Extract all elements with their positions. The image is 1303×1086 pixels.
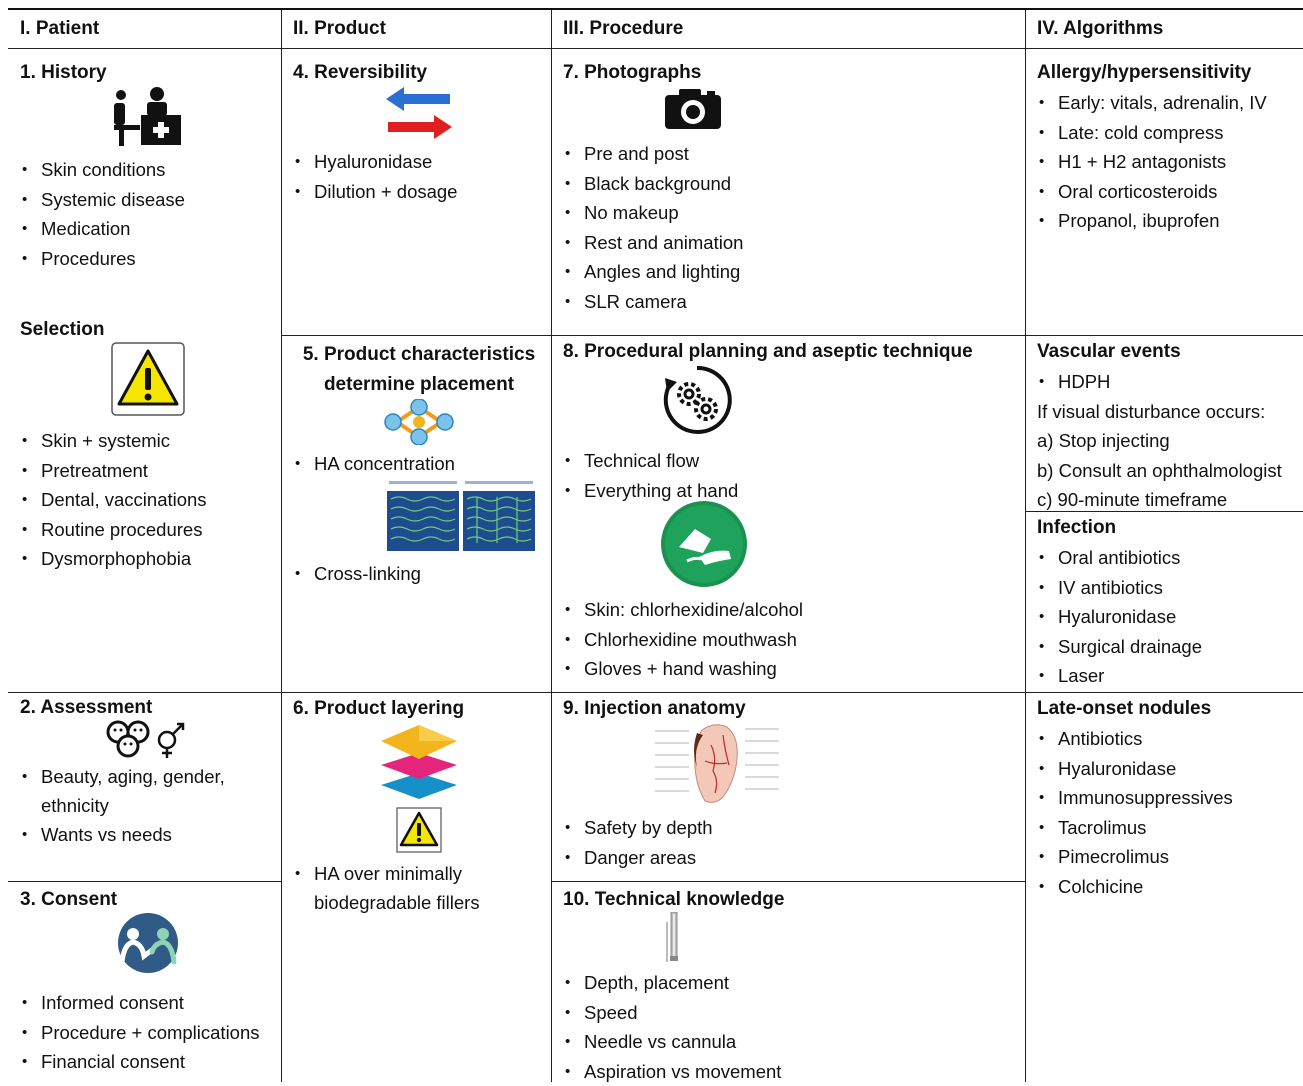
list-item: • Hyaluronidase	[1037, 602, 1297, 632]
list-item: • Early: vitals, adrenalin, IV	[1037, 88, 1297, 118]
list-item: • Immunosuppressives	[1037, 783, 1297, 813]
list-item: • Financial consent	[20, 1047, 275, 1077]
list-item: • Propanol, ibuprofen	[1037, 206, 1297, 236]
header-divider	[8, 48, 1303, 49]
list-item: • Cross-linking	[293, 559, 545, 589]
list-item: • Laser	[1037, 661, 1297, 691]
header-procedure: III. Procedure	[551, 17, 1025, 41]
vascular-line: c) 90-minute timeframe	[1037, 485, 1297, 515]
list-item: • Late: cold compress	[1037, 118, 1297, 148]
list-item: • Hyaluronidase	[293, 147, 545, 177]
anatomy-title: 9. Injection anatomy	[563, 697, 1019, 721]
planning-title: 8. Procedural planning and aseptic technique	[563, 340, 1019, 364]
nodules-cell	[1025, 697, 1303, 901]
vascular-cell	[1025, 340, 1303, 515]
list-item: • Speed	[563, 998, 1019, 1028]
selection-title: Selection	[20, 318, 275, 342]
photographs-title: 7. Photographs	[563, 61, 1019, 85]
header-patient: I. Patient	[8, 17, 281, 41]
camera-icon	[663, 85, 723, 131]
list-item: • Beauty, aging, gender, ethnicity	[20, 762, 271, 820]
list-item: • SLR camera	[563, 287, 1019, 317]
photographs-cell	[551, 61, 1025, 316]
technical-title: 10. Technical knowledge	[563, 888, 1019, 912]
header-algorithms: IV. Algorithms	[1025, 17, 1303, 41]
list-item: • Medication	[20, 214, 275, 244]
list-item: • Skin conditions	[20, 155, 275, 185]
list-item: • Aspiration vs movement	[563, 1057, 1019, 1086]
list-item: • IV antibiotics	[1037, 573, 1297, 603]
list-item: • Skin: chlorhexidine/alcohol	[563, 595, 1019, 625]
algorithm-table	[8, 8, 1303, 1082]
row-divider	[551, 881, 1025, 882]
infection-title: Infection	[1037, 516, 1297, 540]
vascular-title: Vascular events	[1037, 340, 1297, 364]
list-item: • Pre and post	[563, 139, 1019, 169]
list-item: • Danger areas	[563, 843, 1019, 873]
face-anatomy-icon	[653, 721, 783, 805]
characteristics-title: 5. Product characteristics determine placement	[293, 340, 545, 399]
list-item: • Informed consent	[20, 988, 275, 1018]
allergy-cell	[1025, 61, 1303, 236]
list-item: • Antibiotics	[1037, 724, 1297, 754]
infection-cell	[1025, 516, 1303, 691]
list-item: • Pimecrolimus	[1037, 842, 1297, 872]
selection-cell	[8, 318, 281, 574]
list-item: • Gloves + hand washing	[563, 654, 1019, 684]
anatomy-cell	[551, 697, 1025, 872]
molecule-network-icon	[383, 399, 455, 445]
list-item: • Oral antibiotics	[1037, 543, 1297, 573]
list-item: • Black background	[563, 169, 1019, 199]
gears-cycle-icon	[661, 364, 733, 436]
list-item: • Technical flow	[563, 446, 1019, 476]
assessment-cell	[8, 696, 281, 850]
list-item: • Depth, placement	[563, 968, 1019, 998]
warning-icon	[111, 342, 185, 416]
list-item: • Safety by depth	[563, 813, 1019, 843]
list-item: • Routine procedures	[20, 515, 275, 545]
list-item: • Chlorhexidine mouthwash	[563, 625, 1019, 655]
list-item: • HA concentration	[293, 449, 545, 479]
layering-title: 6. Product layering	[293, 697, 545, 721]
list-item: • Pretreatment	[20, 456, 275, 486]
list-item: • Procedures	[20, 244, 275, 274]
list-item: • Needle vs cannula	[563, 1027, 1019, 1057]
list-item: • Rest and animation	[563, 228, 1019, 258]
list-item: • Oral corticosteroids	[1037, 177, 1297, 207]
reversibility-title: 4. Reversibility	[293, 61, 545, 85]
list-item: • Dilution + dosage	[293, 177, 545, 207]
characteristics-cell	[281, 340, 551, 588]
vascular-line: a) Stop injecting	[1037, 426, 1297, 456]
row-divider	[1025, 335, 1303, 336]
assessment-title: 2. Assessment	[20, 696, 275, 720]
list-item: • HA over minimally biodegradable fillers	[293, 859, 514, 917]
list-item: • Hyaluronidase	[1037, 754, 1297, 784]
list-item: • HDPH	[1037, 367, 1297, 397]
list-item: • Everything at hand	[563, 476, 1019, 506]
doctor-desk-icon	[111, 85, 185, 149]
list-item: • Dysmorphophobia	[20, 544, 275, 574]
list-item: • Surgical drainage	[1037, 632, 1297, 662]
technical-cell	[551, 888, 1025, 1086]
list-item: • Procedure + complications	[20, 1018, 275, 1048]
row-divider	[8, 692, 1303, 693]
history-title: 1. History	[20, 61, 275, 85]
layers-icon	[377, 721, 461, 801]
list-item: • Wants vs needs	[20, 820, 275, 850]
nodules-title: Late-onset nodules	[1037, 697, 1297, 721]
row-divider	[281, 335, 1025, 336]
hand-washing-icon	[659, 499, 749, 589]
list-item: • H1 + H2 antagonists	[1037, 147, 1297, 177]
list-item: • Systemic disease	[20, 185, 275, 215]
list-item: • Angles and lighting	[563, 257, 1019, 287]
history-cell	[8, 61, 281, 273]
list-item: • Colchicine	[1037, 872, 1297, 902]
needle-icon	[663, 912, 683, 962]
list-item: • Tacrolimus	[1037, 813, 1297, 843]
vascular-line: b) Consult an ophthalmologist	[1037, 456, 1297, 486]
faces-gender-icon	[105, 720, 197, 760]
row-divider	[8, 881, 281, 882]
consent-title: 3. Consent	[20, 888, 275, 912]
planning-cell	[551, 340, 1025, 684]
handshake-icon	[108, 912, 188, 974]
list-item: • Skin + systemic	[20, 426, 275, 456]
consent-cell	[8, 888, 281, 1077]
layering-cell	[281, 697, 551, 917]
allergy-title: Allergy/hypersensitivity	[1037, 61, 1297, 85]
reverse-arrows-icon	[384, 85, 454, 141]
list-item: • No makeup	[563, 198, 1019, 228]
warning-icon	[396, 807, 442, 853]
header-product: II. Product	[281, 17, 551, 41]
list-item: • Dental, vaccinations	[20, 485, 275, 515]
vascular-line: If visual disturbance occurs:	[1037, 397, 1297, 427]
reversibility-cell	[281, 61, 551, 206]
crosslinking-gel-image	[387, 479, 537, 553]
